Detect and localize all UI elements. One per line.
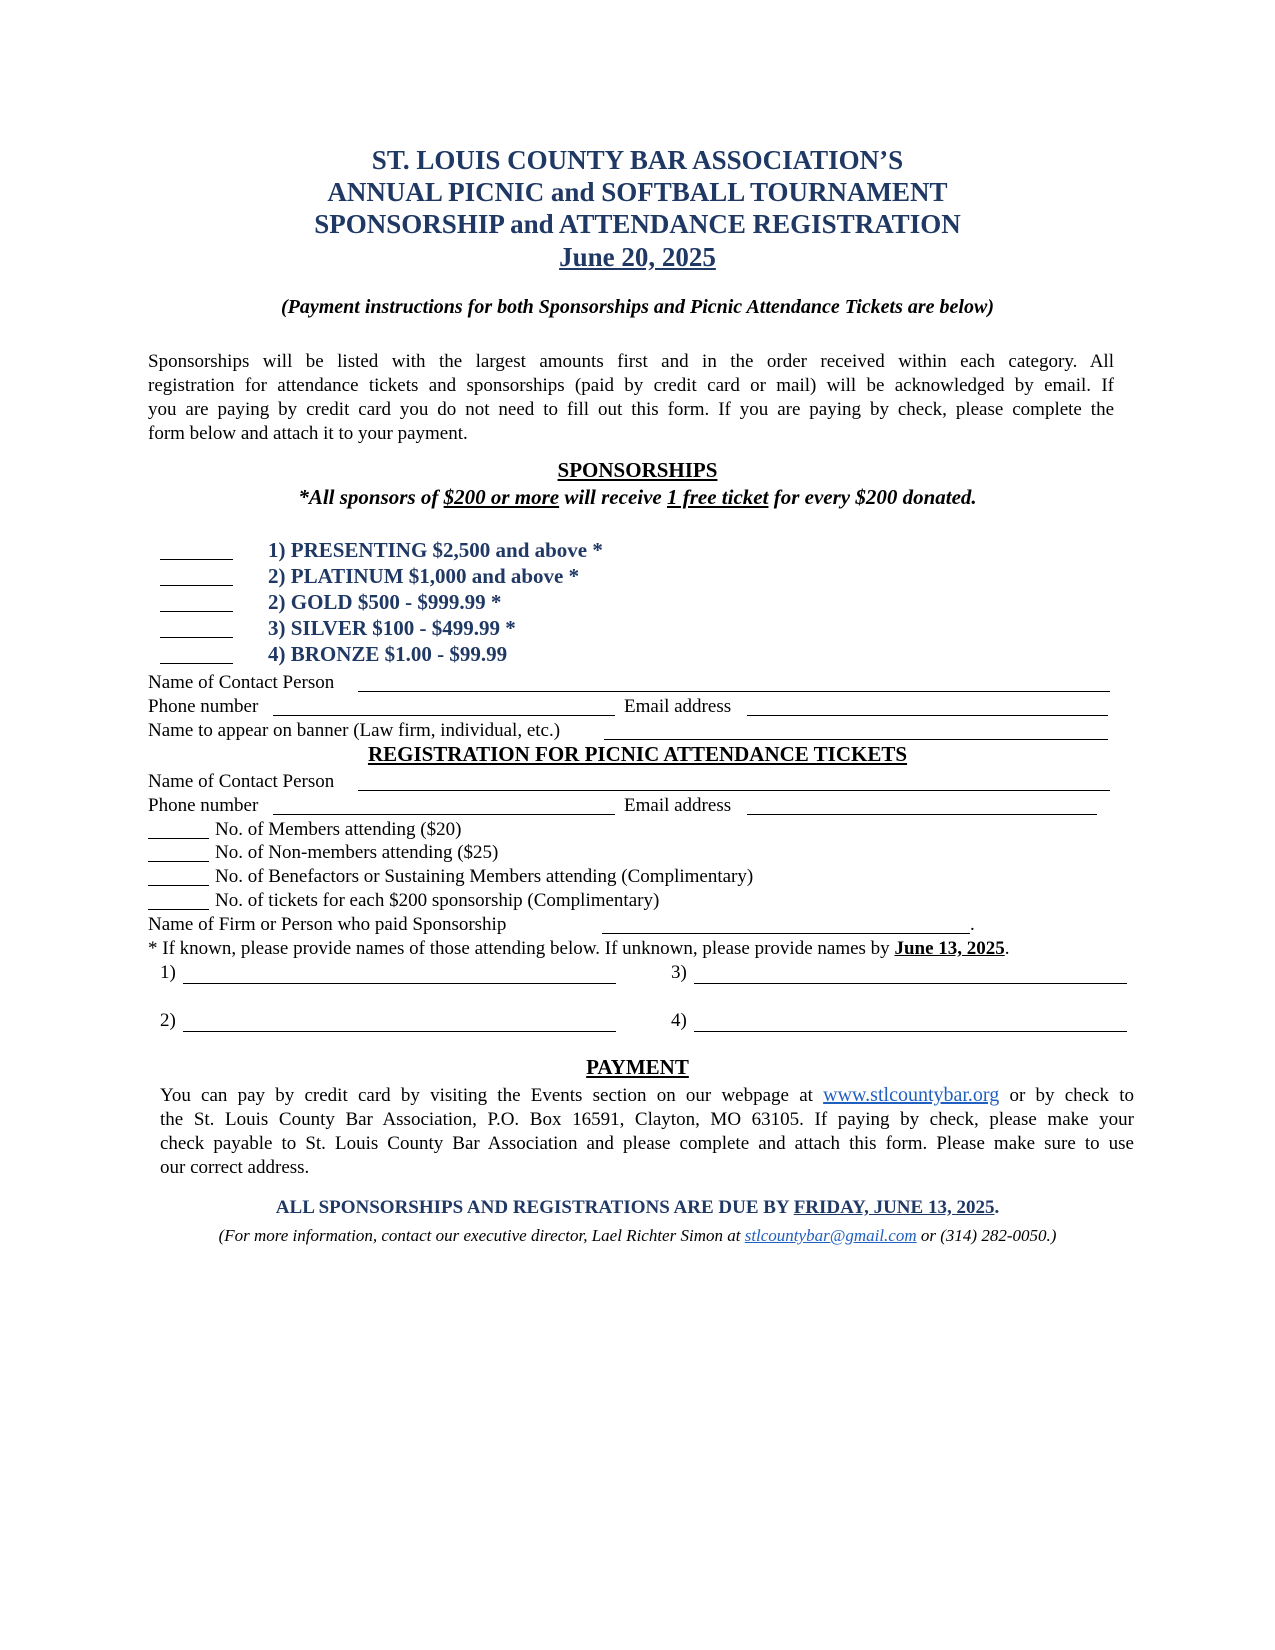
due-post: . xyxy=(994,1197,1000,1218)
sponsor-note-pre: *All sponsors of xyxy=(298,485,444,509)
attendee-names-note xyxy=(148,937,1010,961)
reg-email-field[interactable] xyxy=(747,814,1097,815)
sponsor-contact-label: Name of Contact Person xyxy=(148,672,335,693)
attendee-2-label: 2) xyxy=(160,1010,176,1031)
reg-email-label: Email address xyxy=(624,795,732,816)
sponsorships-heading: SPONSORSHIPS xyxy=(557,458,718,482)
tier-silver-blank[interactable] xyxy=(160,637,233,638)
reg-phone-field[interactable] xyxy=(273,814,615,815)
intro-line-2: registration for attendance tickets and sponsorships (paid by credit card or mail) will be acknowledged by email. If xyxy=(148,375,1114,396)
title-line-2: ANNUAL PICNIC and SOFTBALL TOURNAMENT xyxy=(327,177,948,207)
sponsor-note-amount: $200 or more xyxy=(443,485,560,509)
event-date xyxy=(0,241,1275,274)
registration-heading: REGISTRATION FOR PICNIC ATTENDANCE TICKETS xyxy=(367,742,908,766)
names-note-date: June 13, 2025 xyxy=(894,938,1005,959)
contact-pre: (For more information, contact our executive director, Lael Richter Simon at xyxy=(218,1226,745,1245)
attendee-4-field[interactable] xyxy=(694,1031,1127,1032)
reg-contact-label: Name of Contact Person xyxy=(148,771,335,792)
sponsor-contact-field[interactable] xyxy=(358,691,1110,692)
sponsor-tickets-count-blank[interactable] xyxy=(148,909,209,910)
intro-line-1: Sponsorships will be listed with the largest amounts first and in the order received within each category. All xyxy=(148,351,1114,372)
sponsor-note-mid: will receive xyxy=(559,485,667,509)
title-line-3: SPONSORSHIP and ATTENDANCE REGISTRATION xyxy=(314,209,961,239)
tier-platinum: 2) PLATINUM $1,000 and above * xyxy=(268,564,580,588)
reg-contact-field[interactable] xyxy=(358,790,1110,791)
attendee-3-field[interactable] xyxy=(694,983,1127,984)
title-line-1: ST. LOUIS COUNTY BAR ASSOCIATION’S xyxy=(371,145,904,175)
event-date-text: June 20, 2025 xyxy=(559,242,716,272)
members-count-blank[interactable] xyxy=(148,838,209,839)
banner-name-label: Name to appear on banner (Law firm, individual, etc.) xyxy=(148,720,561,741)
firm-paid-period: . xyxy=(970,914,975,935)
due-date: FRIDAY, JUNE 13, 2025 xyxy=(793,1197,995,1218)
firm-paid-label: Name of Firm or Person who paid Sponsorship xyxy=(148,914,507,935)
benefactors-count-blank[interactable] xyxy=(148,885,209,886)
benefactors-count-label: No. of Benefactors or Sustaining Members attending (Complimentary) xyxy=(215,866,754,887)
payment-line-1-post: or by check to xyxy=(999,1085,1135,1106)
sponsor-phone-field[interactable] xyxy=(273,715,615,716)
sponsor-email-label: Email address xyxy=(624,696,732,717)
tier-gold-blank[interactable] xyxy=(160,611,233,612)
attendee-2-field[interactable] xyxy=(183,1031,616,1032)
nonmembers-count-blank[interactable] xyxy=(148,861,209,862)
intro-line-4: form below and attach it to your payment. xyxy=(148,423,468,444)
tier-platinum-blank[interactable] xyxy=(160,585,233,586)
contact-info xyxy=(0,1226,1275,1246)
attendee-1-field[interactable] xyxy=(183,983,616,984)
payment-paragraph xyxy=(160,1083,1134,1180)
tier-bronze-blank[interactable] xyxy=(160,663,233,664)
due-date-notice xyxy=(0,1197,1275,1219)
sponsor-email-field[interactable] xyxy=(747,715,1108,716)
sponsor-note-post: for every $200 donated. xyxy=(768,485,977,509)
nonmembers-count-label: No. of Non-members attending ($25) xyxy=(215,842,499,863)
firm-paid-field[interactable] xyxy=(602,933,970,934)
attendee-1-label: 1) xyxy=(160,962,176,983)
attendee-4-label: 4) xyxy=(671,1010,687,1031)
website-link[interactable]: www.stlcountybar.org xyxy=(823,1084,1000,1106)
tier-bronze: 4) BRONZE $1.00 - $99.99 xyxy=(268,642,508,666)
members-count-label: No. of Members attending ($20) xyxy=(215,819,462,840)
payment-line-3: check payable to St. Louis County Bar Association and please complete and attach this form. Please make sure to use xyxy=(160,1133,1134,1154)
payment-note: (Payment instructions for both Sponsorships and Picnic Attendance Tickets are below) xyxy=(280,296,994,318)
intro-line-3: you are paying by credit card you do not need to fill out this form. If you are paying by check, please complete the xyxy=(148,399,1114,420)
attendee-3-label: 3) xyxy=(671,962,687,983)
contact-email-link[interactable]: stlcountybar@gmail.com xyxy=(744,1226,917,1245)
payment-line-1-pre: You can pay by credit card by visiting the Events section on our webpage at xyxy=(160,1085,824,1106)
tier-gold: 2) GOLD $500 - $999.99 * xyxy=(268,590,502,614)
sponsor-tickets-count-label: No. of tickets for each $200 sponsorship (Complimentary) xyxy=(215,890,660,911)
payment-line-2: the St. Louis County Bar Association, P.O. Box 16591, Clayton, MO 63105. If paying by check, please make your xyxy=(160,1109,1134,1130)
due-pre: ALL SPONSORSHIPS AND REGISTRATIONS ARE DUE BY xyxy=(275,1197,794,1218)
banner-name-field[interactable] xyxy=(604,739,1108,740)
payment-line-1 xyxy=(160,1083,1134,1108)
intro-paragraph xyxy=(148,350,1114,446)
payment-line-4: our correct address. xyxy=(160,1157,310,1178)
names-note-pre: * If known, please provide names of those attending below. If unknown, please provide names by xyxy=(148,938,895,959)
tier-presenting: 1) PRESENTING $2,500 and above * xyxy=(268,538,603,562)
tier-presenting-blank[interactable] xyxy=(160,559,233,560)
tier-silver: 3) SILVER $100 - $499.99 * xyxy=(268,616,516,640)
payment-heading: PAYMENT xyxy=(586,1055,689,1079)
sponsor-phone-label: Phone number xyxy=(148,696,259,717)
names-note-post: . xyxy=(1004,938,1010,959)
sponsor-note-ticket: 1 free ticket xyxy=(667,485,769,509)
sponsor-ticket-note xyxy=(0,485,1275,510)
reg-phone-label: Phone number xyxy=(148,795,259,816)
contact-post: or (314) 282-0050.) xyxy=(916,1226,1057,1245)
